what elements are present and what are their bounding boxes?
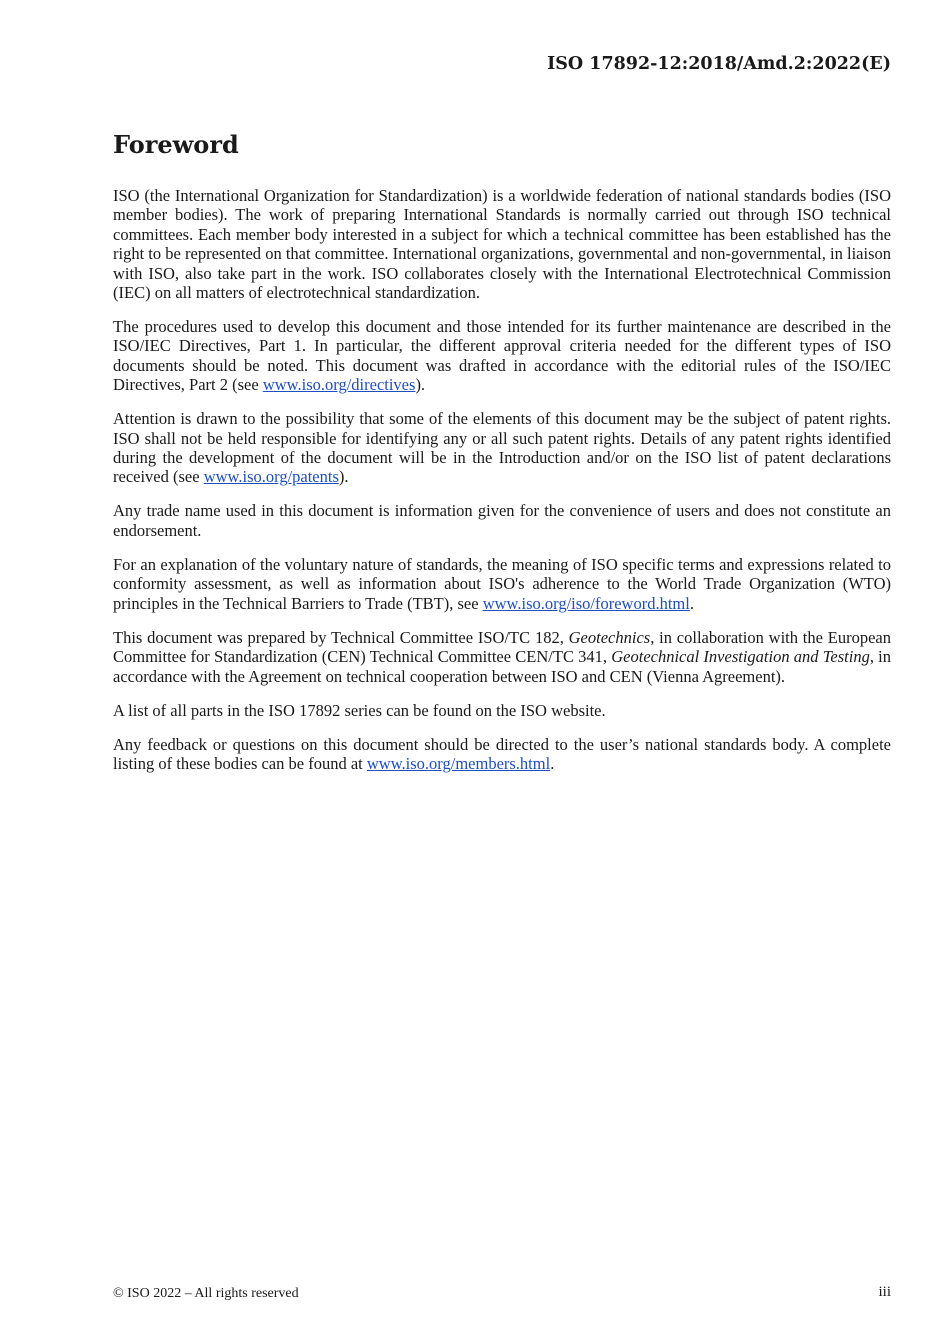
- paragraph-text: Any trade name used in this document is information given for the convenience of users and does not constitute an endorsement.: [113, 501, 891, 540]
- paragraph-iso-overview: [113, 186, 891, 302]
- page-number: iii: [878, 1284, 891, 1300]
- paragraph-text: For an explanation of the voluntary nature of standards, the meaning of ISO specific terms and expressions related to conformity assessment, as well as information about ISO's adherence to the World Trade Organization (WTO) principles in the Technical Barriers to Trade (TBT), see: [113, 554, 891, 613]
- paragraph-text: ).: [415, 375, 426, 395]
- paragraph-text: This document was prepared by Technical Committee ISO/TC 182,: [113, 627, 569, 647]
- paragraph-text: .: [689, 593, 694, 613]
- paragraph-text: Attention is drawn to the possibility that some of the elements of this document may be the subject of patent rights. ISO shall not be held responsible for identifying any or all such patent rights. Details of any patent rights identified during the development of the document will be in the Introduction and/or on the ISO list of patent declarations received (see: [113, 409, 891, 487]
- link-members[interactable]: www.iso.org/members.html: [366, 753, 551, 773]
- paragraph-text: ISO (the International Organization for Standardization) is a worldwide federation of national standards bodies (ISO member bodies). The work of preparing International Standards is normally carried out through ISO technical committees. Each member body interested in a subject for which a technical committee has been established has the right to be represented on that committee. International organizations, governmental and non-governmental, in liaison with ISO, also take part in the work. ISO collaborates closely with the International Electrotechnical Commission (IEC) on all matters of electrotechnical standardization.: [113, 186, 891, 303]
- link-foreword[interactable]: www.iso.org/iso/foreword.html: [482, 593, 690, 613]
- paragraph-voluntary-nature: [113, 555, 891, 613]
- paragraph-series-list: [113, 701, 891, 720]
- paragraph-text: , in collaboration with the European Committee for Standardization (CEN) Technical Committee CEN/TC 341,: [113, 627, 891, 667]
- paragraph-text: ).: [338, 467, 349, 487]
- paragraph-trade-name: [113, 501, 891, 540]
- section-title: Foreword: [113, 130, 239, 159]
- emphasis-investigation-testing: Geotechnical Investigation and Testing: [611, 647, 870, 667]
- emphasis-geotechnics: Geotechnics: [568, 627, 651, 647]
- link-patents[interactable]: www.iso.org/patents: [203, 467, 339, 487]
- document-id: ISO 17892-12:2018/Amd.2:2022(E): [547, 54, 891, 74]
- paragraph-text: , in accordance with the Agreement on technical cooperation between ISO and CEN (Vienna Agreement).: [113, 647, 891, 686]
- footer-copyright: © ISO 2022 – All rights reserved: [113, 1286, 299, 1301]
- foreword-body: [113, 186, 891, 788]
- paragraph-text: The procedures used to develop this document and those intended for its further maintenance are described in the ISO/IEC Directives, Part 1. In particular, the different approval criteria needed for the different types of ISO documents should be noted. This document was drafted in accordance with the editorial rules of the ISO/IEC Directives, Part 2 (see: [113, 317, 891, 395]
- link-directives[interactable]: www.iso.org/directives: [262, 375, 416, 395]
- paragraph-procedures: [113, 317, 891, 395]
- paragraph-text: Any feedback or questions on this document should be directed to the user’s national standards body. A complete listing of these bodies can be found at: [113, 734, 891, 773]
- paragraph-committee: [113, 628, 891, 686]
- paragraph-feedback: [113, 735, 891, 774]
- paragraph-text: .: [550, 753, 555, 773]
- paragraph-patents: [113, 409, 891, 487]
- paragraph-text: A list of all parts in the ISO 17892 series can be found on the ISO website.: [113, 700, 606, 720]
